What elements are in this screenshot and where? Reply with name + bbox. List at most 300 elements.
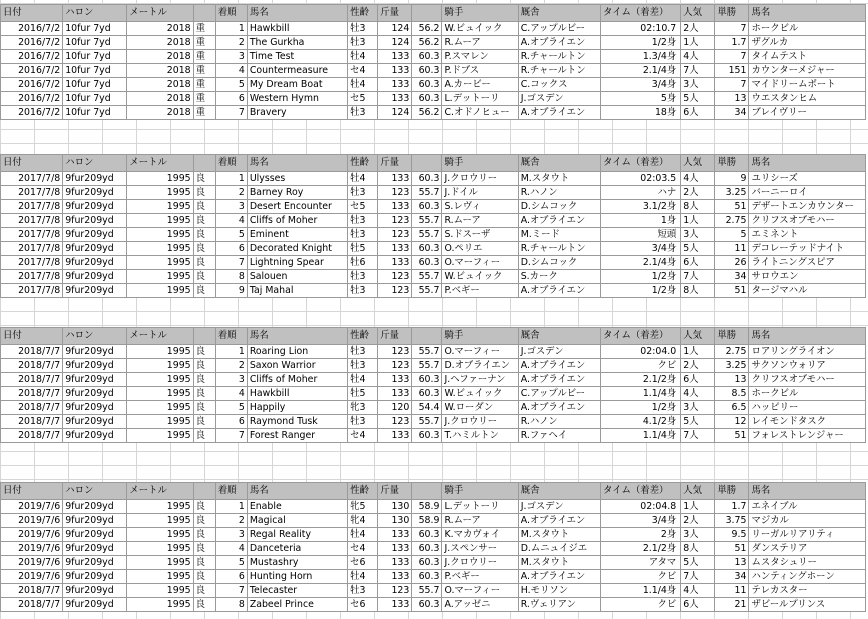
table-cell[interactable]: A.アッゼニ — [442, 598, 518, 612]
table-cell[interactable]: A.オブライエン — [518, 373, 600, 387]
table-cell[interactable]: 123 — [378, 415, 412, 429]
table-cell[interactable]: Eminent — [247, 228, 347, 242]
header-cell[interactable]: 性齢 — [348, 483, 378, 500]
header-cell[interactable]: メートル — [127, 328, 193, 345]
table-cell[interactable]: Hawkbill — [247, 22, 347, 36]
table-cell[interactable]: W.ビュイック — [442, 387, 518, 401]
table-cell[interactable]: 良 — [193, 214, 215, 228]
table-cell[interactable]: 5 — [215, 78, 247, 92]
table-cell[interactable]: 13 — [715, 92, 749, 106]
header-cell[interactable]: 馬名 — [749, 328, 866, 345]
table-cell[interactable]: 2016/7/2 — [1, 22, 63, 36]
table-cell[interactable]: ロアリングライオン — [749, 345, 866, 359]
table-cell[interactable]: M.スタウト — [518, 172, 600, 186]
table-cell[interactable]: 130 — [378, 500, 412, 514]
table-cell[interactable]: 13 — [715, 556, 749, 570]
table-cell[interactable]: 133 — [378, 373, 412, 387]
header-cell[interactable]: タイム（着差） — [600, 483, 680, 500]
table-cell[interactable]: R.チャールトン — [518, 64, 600, 78]
table-cell[interactable]: K.マカヴォイ — [442, 528, 518, 542]
table-cell[interactable]: 2 — [215, 36, 247, 50]
table-cell[interactable]: 8人 — [681, 200, 715, 214]
table-cell[interactable]: 133 — [378, 64, 412, 78]
table-cell[interactable]: 2016/7/2 — [1, 50, 63, 64]
table-cell[interactable]: 良 — [193, 345, 215, 359]
table-cell[interactable]: 2016/7/2 — [1, 92, 63, 106]
table-cell[interactable]: クビ — [600, 570, 680, 584]
table-cell[interactable]: 2017/7/8 — [1, 284, 63, 298]
table-cell[interactable]: 1995 — [127, 387, 193, 401]
table-cell[interactable]: 良 — [193, 228, 215, 242]
table-cell[interactable]: 1.1/4身 — [600, 429, 680, 443]
table-cell[interactable]: 9 — [215, 284, 247, 298]
table-cell[interactable]: 10fur 7yd — [63, 64, 127, 78]
header-cell[interactable]: 厩舎 — [518, 5, 600, 22]
table-cell[interactable]: O.マーフィー — [442, 584, 518, 598]
table-cell[interactable]: C.オドノヒュー — [442, 106, 518, 120]
table-cell[interactable]: 123 — [378, 214, 412, 228]
table-cell[interactable]: セ6 — [348, 556, 378, 570]
table-cell[interactable]: バーニーロイ — [749, 186, 866, 200]
table-cell[interactable]: 1995 — [127, 429, 193, 443]
table-cell[interactable]: 7 — [215, 429, 247, 443]
table-cell[interactable]: 02:04.8 — [600, 500, 680, 514]
table-cell[interactable]: セ4 — [348, 64, 378, 78]
table-cell[interactable]: 9fur209yd — [63, 401, 127, 415]
table-cell[interactable]: 10fur 7yd — [63, 22, 127, 36]
table-cell[interactable]: 1 — [215, 172, 247, 186]
table-cell[interactable]: 34 — [715, 270, 749, 284]
table-cell[interactable]: 51 — [715, 542, 749, 556]
table-cell[interactable]: 60.3 — [412, 556, 442, 570]
header-cell[interactable]: 単勝 — [715, 5, 749, 22]
table-cell[interactable]: 1995 — [127, 256, 193, 270]
table-cell[interactable]: 9fur209yd — [63, 359, 127, 373]
table-cell[interactable]: 2人 — [681, 514, 715, 528]
table-cell[interactable]: 重 — [193, 78, 215, 92]
table-cell[interactable]: 60.3 — [412, 50, 442, 64]
header-cell[interactable]: 馬名 — [749, 155, 866, 172]
table-cell[interactable]: 7人 — [681, 429, 715, 443]
table-cell[interactable]: 牡3 — [348, 186, 378, 200]
table-cell[interactable]: J.スペンサー — [442, 542, 518, 556]
table-cell[interactable]: 11 — [715, 584, 749, 598]
table-cell[interactable]: 2019/7/6 — [1, 514, 63, 528]
header-cell[interactable]: 着順 — [215, 5, 247, 22]
table-cell[interactable]: 2018/7/7 — [1, 373, 63, 387]
table-cell[interactable]: 51 — [715, 200, 749, 214]
table-cell[interactable]: M.スタウト — [518, 556, 600, 570]
table-cell[interactable]: 133 — [378, 387, 412, 401]
table-cell[interactable]: 2 — [215, 186, 247, 200]
header-cell[interactable]: 斤量 — [378, 328, 412, 345]
table-cell[interactable]: 9fur209yd — [63, 345, 127, 359]
header-cell[interactable]: 騎手 — [442, 483, 518, 500]
table-cell[interactable]: ユリシーズ — [749, 172, 866, 186]
table-cell[interactable]: S.レヴィ — [442, 200, 518, 214]
table-cell[interactable]: 6人 — [681, 598, 715, 612]
table-cell[interactable]: R.ムーア — [442, 36, 518, 50]
table-cell[interactable]: 5人 — [681, 242, 715, 256]
table-cell[interactable]: 60.3 — [412, 387, 442, 401]
table-cell[interactable]: 牡3 — [348, 270, 378, 284]
header-cell[interactable]: 斤量 — [378, 483, 412, 500]
table-cell[interactable]: Cliffs of Moher — [247, 373, 347, 387]
table-cell[interactable]: Telecaster — [247, 584, 347, 598]
table-cell[interactable]: 02:03.5 — [600, 172, 680, 186]
table-cell[interactable]: レイモンドタスク — [749, 415, 866, 429]
table-cell[interactable]: クビ — [600, 359, 680, 373]
table-cell[interactable]: 3.1/2身 — [600, 200, 680, 214]
table-cell[interactable]: 7 — [715, 50, 749, 64]
table-cell[interactable]: 13 — [715, 373, 749, 387]
table-cell[interactable]: 9fur209yd — [63, 500, 127, 514]
table-cell[interactable]: 10fur 7yd — [63, 78, 127, 92]
table-cell[interactable]: J.ゴスデン — [518, 92, 600, 106]
header-cell[interactable]: 人気 — [681, 155, 715, 172]
table-cell[interactable]: 短頭 — [600, 228, 680, 242]
table-cell[interactable]: 良 — [193, 373, 215, 387]
table-cell[interactable]: 9fur209yd — [63, 598, 127, 612]
table-cell[interactable]: Taj Mahal — [247, 284, 347, 298]
table-cell[interactable]: 56.2 — [412, 22, 442, 36]
table-cell[interactable]: 55.7 — [412, 584, 442, 598]
table-cell[interactable]: 6 — [215, 242, 247, 256]
table-cell[interactable]: セ6 — [348, 598, 378, 612]
table-cell[interactable]: 2人 — [681, 186, 715, 200]
header-cell[interactable] — [412, 483, 442, 500]
table-cell[interactable]: 2016/7/2 — [1, 78, 63, 92]
table-cell[interactable]: R.ヴェリアン — [518, 598, 600, 612]
table-cell[interactable]: 6人 — [681, 256, 715, 270]
header-cell[interactable]: 馬名 — [247, 328, 347, 345]
table-cell[interactable]: Decorated Knight — [247, 242, 347, 256]
table-cell[interactable]: 21 — [715, 598, 749, 612]
table-cell[interactable]: R.ハノン — [518, 186, 600, 200]
table-cell[interactable]: サロウエン — [749, 270, 866, 284]
table-cell[interactable]: サクソンウォリア — [749, 359, 866, 373]
table-cell[interactable]: Hawkbill — [247, 387, 347, 401]
table-cell[interactable]: 2.75 — [715, 214, 749, 228]
table-cell[interactable]: Enable — [247, 500, 347, 514]
table-cell[interactable]: 3人 — [681, 528, 715, 542]
table-cell[interactable]: 133 — [378, 92, 412, 106]
table-cell[interactable]: J.ドイル — [442, 186, 518, 200]
table-cell[interactable]: 60.3 — [412, 528, 442, 542]
table-cell[interactable]: 良 — [193, 387, 215, 401]
table-cell[interactable]: 9fur209yd — [63, 556, 127, 570]
table-cell[interactable]: 5人 — [681, 415, 715, 429]
table-cell[interactable]: W.ビュイック — [442, 270, 518, 284]
table-cell[interactable]: 2018 — [127, 92, 193, 106]
table-cell[interactable]: 58.9 — [412, 514, 442, 528]
table-cell[interactable]: ウエスタンヒム — [749, 92, 866, 106]
table-cell[interactable]: 5 — [215, 556, 247, 570]
table-cell[interactable]: 58.9 — [412, 500, 442, 514]
table-cell[interactable]: C.アップルビー — [518, 387, 600, 401]
table-cell[interactable]: 1995 — [127, 556, 193, 570]
table-cell[interactable]: 55.7 — [412, 284, 442, 298]
table-cell[interactable]: 60.3 — [412, 200, 442, 214]
table-cell[interactable]: 3人 — [681, 228, 715, 242]
table-cell[interactable]: 34 — [715, 106, 749, 120]
table-cell[interactable]: 牝4 — [348, 514, 378, 528]
table-cell[interactable]: 良 — [193, 200, 215, 214]
table-cell[interactable]: 133 — [378, 556, 412, 570]
table-cell[interactable]: D.ムニュイジエ — [518, 542, 600, 556]
table-cell[interactable]: 60.3 — [412, 542, 442, 556]
table-cell[interactable]: 10fur 7yd — [63, 92, 127, 106]
table-cell[interactable]: 重 — [193, 50, 215, 64]
table-cell[interactable]: J.ゴスデン — [518, 500, 600, 514]
table-cell[interactable]: 133 — [378, 256, 412, 270]
table-cell[interactable]: 60.3 — [412, 64, 442, 78]
table-cell[interactable]: 6人 — [681, 373, 715, 387]
table-cell[interactable]: 牡4 — [348, 172, 378, 186]
table-cell[interactable]: 1995 — [127, 542, 193, 556]
table-cell[interactable]: 良 — [193, 172, 215, 186]
table-cell[interactable]: 牡4 — [348, 50, 378, 64]
table-cell[interactable]: 7 — [715, 22, 749, 36]
table-cell[interactable]: 1995 — [127, 200, 193, 214]
table-cell[interactable]: 55.7 — [412, 345, 442, 359]
table-cell[interactable]: 9.5 — [715, 528, 749, 542]
table-cell[interactable]: 9fur209yd — [63, 429, 127, 443]
table-cell[interactable]: 5身 — [600, 92, 680, 106]
table-cell[interactable]: クリフスオブモハー — [749, 214, 866, 228]
table-cell[interactable]: 4 — [215, 64, 247, 78]
table-cell[interactable]: 133 — [378, 429, 412, 443]
table-cell[interactable]: 10fur 7yd — [63, 50, 127, 64]
header-cell[interactable]: 人気 — [681, 5, 715, 22]
table-cell[interactable]: 6 — [215, 570, 247, 584]
table-cell[interactable]: タージマハル — [749, 284, 866, 298]
table-cell[interactable]: 2.75 — [715, 345, 749, 359]
table-cell[interactable]: デコレーテッドナイト — [749, 242, 866, 256]
table-cell[interactable]: C.アップルビー — [518, 22, 600, 36]
table-cell[interactable]: 2017/7/8 — [1, 228, 63, 242]
table-cell[interactable]: 3 — [215, 373, 247, 387]
table-cell[interactable]: 55.7 — [412, 228, 442, 242]
table-cell[interactable]: 123 — [378, 345, 412, 359]
table-cell[interactable]: 良 — [193, 401, 215, 415]
table-cell[interactable]: 1人 — [681, 345, 715, 359]
table-cell[interactable]: 124 — [378, 22, 412, 36]
table-cell[interactable]: 124 — [378, 106, 412, 120]
table-cell[interactable]: 26 — [715, 256, 749, 270]
table-cell[interactable]: ハナ — [600, 186, 680, 200]
table-cell[interactable]: 9fur209yd — [63, 200, 127, 214]
header-cell[interactable]: 騎手 — [442, 155, 518, 172]
table-cell[interactable]: 51 — [715, 284, 749, 298]
table-cell[interactable]: 60.3 — [412, 172, 442, 186]
table-cell[interactable]: 133 — [378, 542, 412, 556]
table-cell[interactable]: 1身 — [600, 214, 680, 228]
table-cell[interactable]: Cliffs of Moher — [247, 214, 347, 228]
table-cell[interactable]: セ5 — [348, 92, 378, 106]
table-cell[interactable]: 7 — [715, 78, 749, 92]
table-cell[interactable]: 56.2 — [412, 36, 442, 50]
table-cell[interactable]: R.チャールトン — [518, 242, 600, 256]
header-cell[interactable]: ハロン — [63, 328, 127, 345]
table-cell[interactable]: Happily — [247, 401, 347, 415]
header-cell[interactable] — [193, 328, 215, 345]
table-cell[interactable]: 重 — [193, 36, 215, 50]
table-cell[interactable]: S.ドスーザ — [442, 228, 518, 242]
table-cell[interactable]: ハンティングホーン — [749, 570, 866, 584]
table-cell[interactable]: Mustashry — [247, 556, 347, 570]
table-cell[interactable]: 55.7 — [412, 359, 442, 373]
header-cell[interactable]: 斤量 — [378, 5, 412, 22]
table-cell[interactable]: 2019/7/6 — [1, 528, 63, 542]
table-cell[interactable]: 2017/7/8 — [1, 242, 63, 256]
table-cell[interactable]: 良 — [193, 500, 215, 514]
table-cell[interactable]: ザグルカ — [749, 36, 866, 50]
header-cell[interactable] — [412, 155, 442, 172]
header-cell[interactable]: ハロン — [63, 483, 127, 500]
table-cell[interactable]: 牡3 — [348, 22, 378, 36]
table-cell[interactable]: A.オブライエン — [518, 359, 600, 373]
table-cell[interactable]: 7 — [215, 106, 247, 120]
table-cell[interactable]: 良 — [193, 542, 215, 556]
table-cell[interactable]: Regal Reality — [247, 528, 347, 542]
header-cell[interactable]: 着順 — [215, 155, 247, 172]
table-cell[interactable]: 55.7 — [412, 214, 442, 228]
header-cell[interactable]: 性齢 — [348, 155, 378, 172]
table-cell[interactable]: 3 — [215, 50, 247, 64]
table-cell[interactable]: 5 — [215, 228, 247, 242]
table-cell[interactable]: 1995 — [127, 214, 193, 228]
table-cell[interactable]: J.クロウリー — [442, 556, 518, 570]
table-cell[interactable]: セ4 — [348, 542, 378, 556]
table-cell[interactable]: 良 — [193, 359, 215, 373]
table-cell[interactable]: M.ミード — [518, 228, 600, 242]
table-cell[interactable]: Danceteria — [247, 542, 347, 556]
table-cell[interactable]: A.オブライエン — [518, 570, 600, 584]
table-cell[interactable]: 54.4 — [412, 401, 442, 415]
table-cell[interactable]: 60.3 — [412, 598, 442, 612]
table-cell[interactable]: 1人 — [681, 500, 715, 514]
table-cell[interactable]: 2018 — [127, 64, 193, 78]
table-cell[interactable]: 133 — [378, 242, 412, 256]
table-cell[interactable]: ダンステリア — [749, 542, 866, 556]
table-cell[interactable]: 2016/7/2 — [1, 64, 63, 78]
table-cell[interactable]: 133 — [378, 50, 412, 64]
header-cell[interactable]: 単勝 — [715, 328, 749, 345]
table-cell[interactable]: A.オブライエン — [518, 401, 600, 415]
table-cell[interactable]: 123 — [378, 186, 412, 200]
table-cell[interactable]: 1人 — [681, 36, 715, 50]
table-cell[interactable]: R.ファヘイ — [518, 429, 600, 443]
table-cell[interactable]: 1995 — [127, 172, 193, 186]
table-cell[interactable]: 1/2身 — [600, 401, 680, 415]
header-cell[interactable]: 馬名 — [247, 155, 347, 172]
table-cell[interactable]: 2018/7/7 — [1, 429, 63, 443]
table-cell[interactable]: 良 — [193, 270, 215, 284]
table-cell[interactable]: J.ゴスデン — [518, 345, 600, 359]
table-cell[interactable]: クリフスオブモハー — [749, 373, 866, 387]
table-cell[interactable]: タイムテスト — [749, 50, 866, 64]
header-cell[interactable]: メートル — [127, 483, 193, 500]
table-cell[interactable]: 牡4 — [348, 570, 378, 584]
header-cell[interactable]: 日付 — [1, 483, 63, 500]
table-cell[interactable]: 良 — [193, 242, 215, 256]
table-cell[interactable]: 8 — [215, 270, 247, 284]
table-cell[interactable]: アタマ — [600, 556, 680, 570]
table-cell[interactable]: Roaring Lion — [247, 345, 347, 359]
table-cell[interactable]: Raymond Tusk — [247, 415, 347, 429]
table-cell[interactable]: エミネント — [749, 228, 866, 242]
table-cell[interactable]: 良 — [193, 186, 215, 200]
table-cell[interactable]: 1.3/4身 — [600, 50, 680, 64]
table-cell[interactable]: T.ハミルトン — [442, 429, 518, 443]
table-cell[interactable]: 4 — [215, 214, 247, 228]
table-cell[interactable]: 2016/7/2 — [1, 36, 63, 50]
table-cell[interactable]: 1995 — [127, 584, 193, 598]
table-cell[interactable]: クビ — [600, 598, 680, 612]
table-cell[interactable]: テレカスター — [749, 584, 866, 598]
table-cell[interactable]: 1 — [215, 22, 247, 36]
table-cell[interactable]: 8.5 — [715, 387, 749, 401]
table-cell[interactable]: 7 — [215, 584, 247, 598]
table-cell[interactable]: 1995 — [127, 570, 193, 584]
table-cell[interactable]: ムスタシュリー — [749, 556, 866, 570]
table-cell[interactable]: 18身 — [600, 106, 680, 120]
table-cell[interactable]: 9fur209yd — [63, 186, 127, 200]
header-cell[interactable]: メートル — [127, 155, 193, 172]
table-cell[interactable]: Western Hymn — [247, 92, 347, 106]
table-cell[interactable]: 重 — [193, 64, 215, 78]
header-cell[interactable]: 性齢 — [348, 328, 378, 345]
table-cell[interactable]: Ulysses — [247, 172, 347, 186]
table-cell[interactable]: J.クロウリー — [442, 415, 518, 429]
header-cell[interactable] — [412, 328, 442, 345]
table-cell[interactable]: セ4 — [348, 429, 378, 443]
table-cell[interactable]: 良 — [193, 514, 215, 528]
table-cell[interactable]: 2人 — [681, 359, 715, 373]
table-cell[interactable]: 4 — [215, 387, 247, 401]
table-cell[interactable]: P.スマレン — [442, 50, 518, 64]
table-cell[interactable]: 1995 — [127, 514, 193, 528]
table-cell[interactable]: 60.3 — [412, 92, 442, 106]
table-cell[interactable]: 1.7 — [715, 500, 749, 514]
table-cell[interactable]: ハッピリー — [749, 401, 866, 415]
table-cell[interactable]: 6 — [215, 415, 247, 429]
table-cell[interactable]: 9fur209yd — [63, 528, 127, 542]
table-cell[interactable]: マイドリームボート — [749, 78, 866, 92]
table-cell[interactable]: 3人 — [681, 401, 715, 415]
header-cell[interactable]: 日付 — [1, 155, 63, 172]
table-cell[interactable]: The Gurkha — [247, 36, 347, 50]
table-cell[interactable]: 60.3 — [412, 256, 442, 270]
table-cell[interactable]: リーガルリアリティ — [749, 528, 866, 542]
header-cell[interactable]: 馬名 — [749, 5, 866, 22]
header-cell[interactable]: 着順 — [215, 328, 247, 345]
table-cell[interactable]: 1.1/4身 — [600, 387, 680, 401]
table-cell[interactable]: H.モリソン — [518, 584, 600, 598]
table-cell[interactable]: 2017/7/8 — [1, 172, 63, 186]
table-cell[interactable]: 8人 — [681, 542, 715, 556]
table-cell[interactable]: 133 — [378, 78, 412, 92]
header-cell[interactable]: 性齢 — [348, 5, 378, 22]
table-cell[interactable]: 牡4 — [348, 528, 378, 542]
table-cell[interactable]: 55.7 — [412, 415, 442, 429]
table-cell[interactable]: W.ビュイック — [442, 22, 518, 36]
table-cell[interactable]: 1人 — [681, 214, 715, 228]
header-cell[interactable]: タイム（着差） — [600, 328, 680, 345]
table-cell[interactable]: 9 — [715, 172, 749, 186]
table-cell[interactable]: 3.25 — [715, 186, 749, 200]
